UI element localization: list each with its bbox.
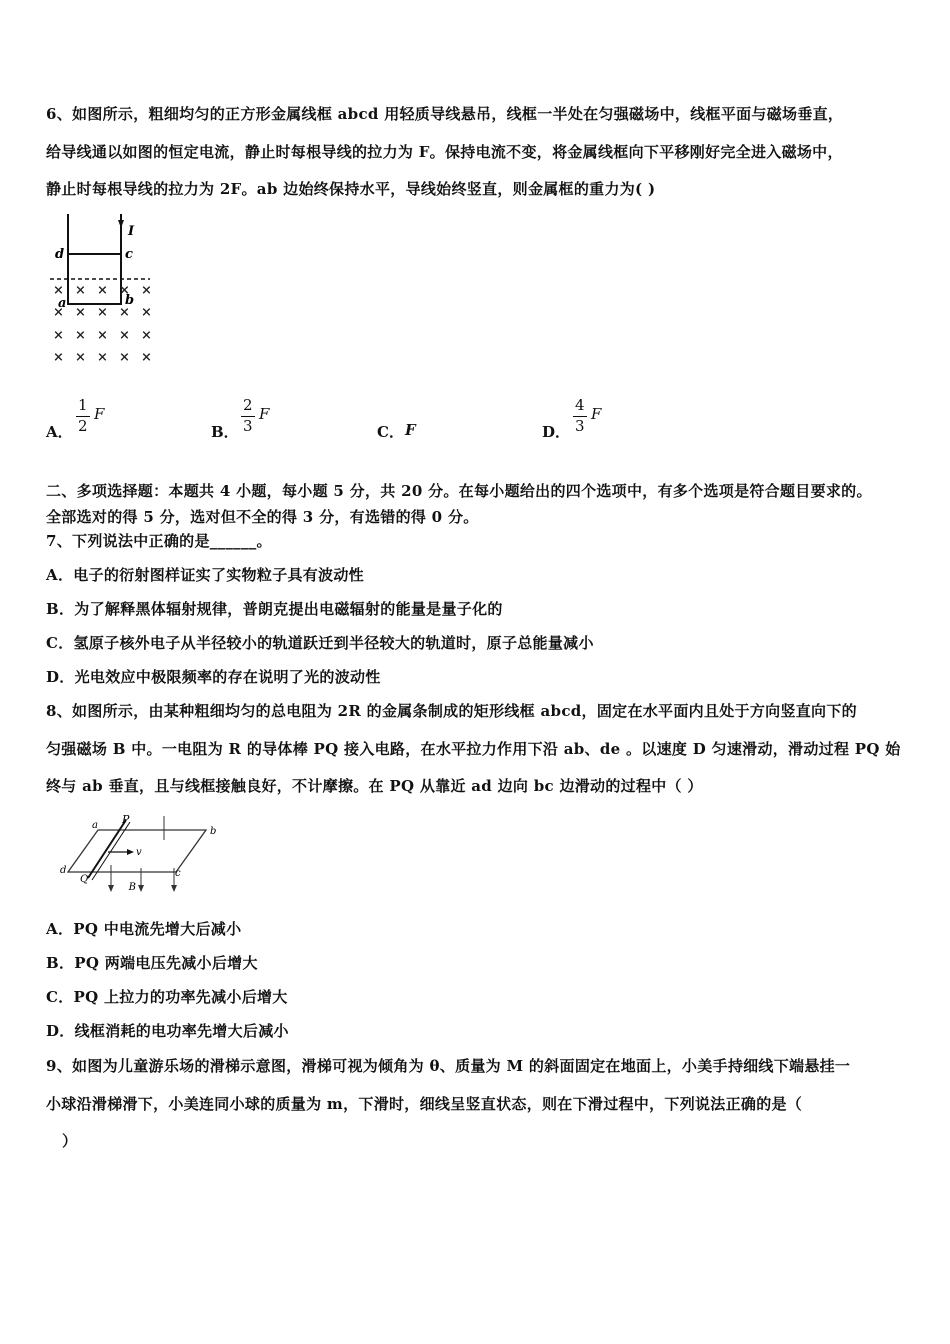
q6-stem-line2: 给导线通以如图的恒定电流，静止时每根导线的拉力为 F。保持电流不变，将金属线框向下平移刚好完全进入磁场中， (46, 143, 843, 161)
q6-option-d-fraction (575, 396, 605, 440)
field-cross-mark: × (53, 328, 64, 343)
q9-stem-line3: ） (62, 1132, 78, 1150)
q6-option-a-F: F (94, 405, 105, 423)
field-cross-mark: × (75, 283, 86, 298)
q8-label-c: c (175, 868, 181, 879)
q8-figure (46, 810, 231, 895)
field-cross-mark: × (141, 305, 152, 320)
field-cross-mark: × (119, 305, 130, 320)
field-cross-mark: × (53, 350, 64, 365)
q6-option-c-label: C． (377, 423, 404, 441)
q8-label-a: a (92, 820, 98, 831)
q6-option-d-F: F (591, 405, 602, 423)
field-cross-mark: × (97, 305, 108, 320)
field-cross-mark: × (141, 283, 152, 298)
q7-option-a: A．电子的衍射图样证实了实物粒子具有波动性 (46, 566, 364, 584)
q8-option-c: C．PQ 上拉力的功率先减小后增大 (46, 988, 288, 1006)
field-cross-mark: × (75, 305, 86, 320)
q6-option-b-fraction (243, 396, 273, 440)
q6-figure (46, 208, 166, 373)
q6-option-d-label: D． (542, 423, 571, 441)
q8-label-P: P (122, 813, 130, 826)
q6-stem-line3: 静止时每根导线的拉力为 2F。ab 边始终保持水平，导线始终竖直，则金属框的重力为( ) (46, 180, 656, 198)
q6-option-b-numerator: 2 (243, 396, 253, 414)
q6-label-c: c (125, 247, 133, 262)
q8-label-b: b (210, 826, 217, 837)
q8-option-d: D．线框消耗的电功率先增大后减小 (46, 1022, 289, 1040)
field-cross-mark: × (141, 350, 152, 365)
field-cross-mark: × (119, 283, 130, 298)
q8-option-a: A．PQ 中电流先增大后减小 (46, 920, 242, 938)
q6-stem-line1: 6、如图所示，粗细均匀的正方形金属线框 abcd 用轻质导线悬吊，线框一半处在匀强磁场中，线框平面与磁场垂直， (46, 105, 844, 123)
q6-option-a-label: A． (46, 423, 73, 441)
q6-option-b-F: F (259, 405, 270, 423)
q6-label-a: a (58, 296, 67, 311)
q8-stem-line2: 匀强磁场 B 中。一电阻为 R 的导体棒 PQ 接入电路，在水平拉力作用下沿 ab、de 。以速度 D 匀速滑动，滑动过程 PQ 始 (46, 740, 901, 758)
field-cross-mark: × (97, 328, 108, 343)
q6-option-b-label: B． (211, 423, 239, 441)
q6-label-I: I (128, 224, 135, 239)
field-cross-mark: × (75, 350, 86, 365)
field-cross-mark: × (75, 328, 86, 343)
q8-option-b: B．PQ 两端电压先减小后增大 (46, 954, 258, 972)
q8-label-v: v (136, 847, 142, 858)
q6-label-d: d (55, 247, 65, 262)
q6-option-a-denominator: 2 (78, 417, 88, 435)
q8-label-B: B (128, 882, 136, 893)
q7-option-b: B．为了解释黑体辐射规律，普朗克提出电磁辐射的能量是量子化的 (46, 600, 503, 618)
q8-label-Q: Q (80, 874, 89, 885)
q6-option-d-numerator: 4 (575, 396, 585, 414)
q6-option-b-denominator: 3 (243, 417, 253, 435)
q8-stem-line3: 终与 ab 垂直，且与线框接触良好，不计摩擦。在 PQ 从靠近 ad 边向 bc 边滑动的过程中（ ） (46, 777, 703, 795)
field-cross-mark: × (97, 350, 108, 365)
section2-intro-line2: 全部选对的得 5 分，选对但不全的得 3 分，有选错的得 0 分。 (46, 508, 479, 526)
q7-stem: 7、下列说法中正确的是______。 (46, 532, 272, 550)
section2-intro-line1: 二、多项选择题：本题共 4 小题，每小题 5 分，共 20 分。在每小题给出的四个选项中，有多个选项是符合题目要求的。 (46, 482, 872, 500)
q8-stem-line1: 8、如图所示，由某种粗细均匀的总电阻为 2R 的金属条制成的矩形线框 abcd，固定在水平面内且处于方向竖直向下的 (46, 702, 857, 720)
field-cross-mark: × (97, 283, 108, 298)
field-cross-mark: × (119, 328, 130, 343)
q6-option-a-numerator: 1 (78, 396, 88, 414)
q9-stem-line2: 小球沿滑梯滑下，小美连同小球的质量为 m，下滑时，细线呈竖直状态，则在下滑过程中，下列说法正确的是（ (46, 1095, 803, 1113)
q6-label-b: b (125, 293, 135, 308)
q9-stem-line1: 9、如图为儿童游乐场的滑梯示意图，滑梯可视为倾角为 θ、质量为 M 的斜面固定在地面上，小美手持细线下端悬挂一 (46, 1057, 851, 1075)
q6-option-a-fraction (78, 396, 108, 440)
q6-option-c-text: F (405, 421, 416, 439)
q6-option-d-denominator: 3 (575, 417, 585, 435)
q7-option-d: D．光电效应中极限频率的存在说明了光的波动性 (46, 668, 381, 686)
q7-option-c: C．氢原子核外电子从半径较小的轨道跃迁到半径较大的轨道时，原子总能量减小 (46, 634, 594, 652)
field-cross-mark: × (53, 305, 64, 320)
field-cross-mark: × (141, 328, 152, 343)
field-cross-mark: × (53, 283, 64, 298)
q8-label-d: d (60, 865, 67, 876)
field-cross-mark: × (119, 350, 130, 365)
